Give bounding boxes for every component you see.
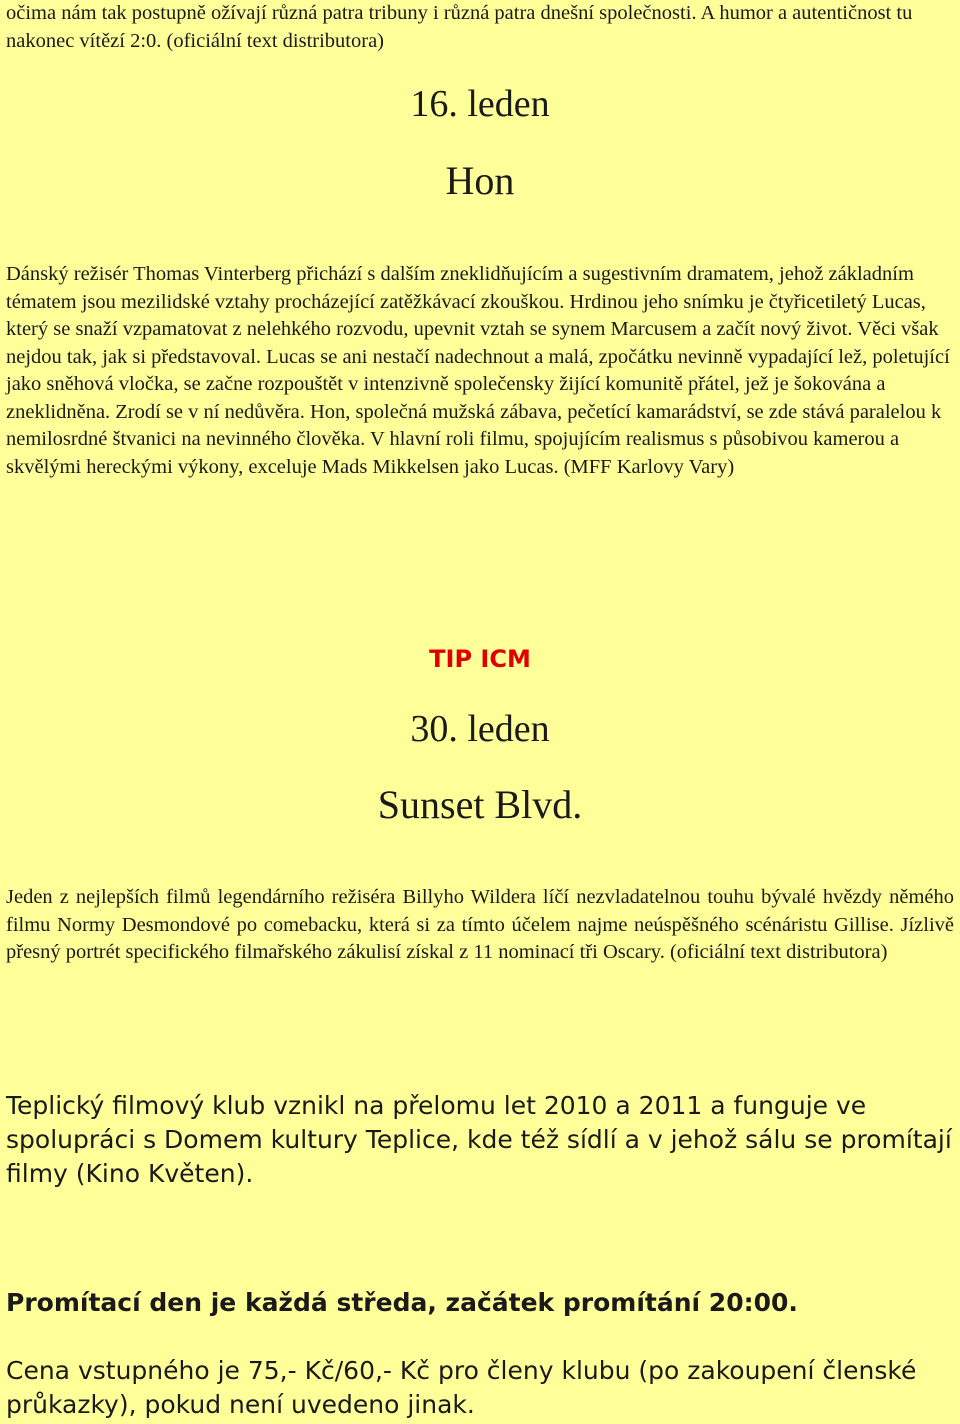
film-1-date: 16. leden: [410, 83, 550, 125]
ticket-price: Cena vstupného je 75,- Kč/60,- Kč pro členy klubu (po zakoupení členské průkazky), pokud není uvedeno jinak.: [6, 1356, 917, 1419]
club-about: Teplický filmový klub vznikl na přelomu let 2010 a 2011 a funguje ve spolupráci s Domem kultury Teplice, kde též sídlí a v jehož sálu se promítají filmy (Kino Květen).: [6, 1091, 952, 1188]
screening-schedule: Promítací den je každá středa, začátek promítání 20:00.: [6, 1288, 798, 1317]
film-1-description: Dánský režisér Thomas Vinterberg přichází s dalším zneklidňujícím a sugestivním dramatem, jehož základním tématem jsou mezilidské vztahy procházející zatěžkávací zkouškou. Hrdinou jeho snímku je čtyřicetiletý Lucas, který se snaží vzpamatovat z nelehkého rozvodu, upevnit vztah se synem Marcusem a začít nový život. Věci však nejdou tak, jak si představoval. Lucas se ani nestačí nadechnout a malá, zpočátku nevinně vypadající lež, poletující jako sněhová vločka, se začne rozpouštět v intenzivně společensky žijící komunitě přátel, jež je šokována a zneklidněna. Zrodí se v ní nedůvěra. Hon, společná mužská zábava, pečetící kamarádství, se zde stává paralelou k nemilosrdné štvanici na nevinného člověka. V hlavní roli filmu, spojujícím realismus s působivou kamerou a skvělými hereckými výkony, exceluje Mads Mikkelsen jako Lucas. (MFF Karlovy Vary): [6, 263, 950, 478]
tip-label: TIP ICM: [429, 645, 531, 673]
film-2-date: 30. leden: [410, 708, 550, 750]
intro-paragraph: očima nám tak postupně ožívají různá patra tribuny i různá patra dnešní společnosti. A humor a autentičnost tu nakonec vítězí 2:0. (oficiální text distributora): [6, 2, 913, 52]
film-1-title: Hon: [445, 158, 515, 203]
film-2-description: Jeden z nejlepších filmů legendárního režiséra Billyho Wildera líčí nezvladatelnou touhu bývalé hvězdy němého filmu Normy Desmondové po comebacku, která si za tímto účelem najme neúspěšného scénáristu Gillise. Jízlivě přesný portrét specifického filmařského zákulisí získal z 11 nominací tři Oscary. (oficiální text distributora): [6, 886, 954, 963]
film-2-title: Sunset Blvd.: [377, 782, 583, 827]
